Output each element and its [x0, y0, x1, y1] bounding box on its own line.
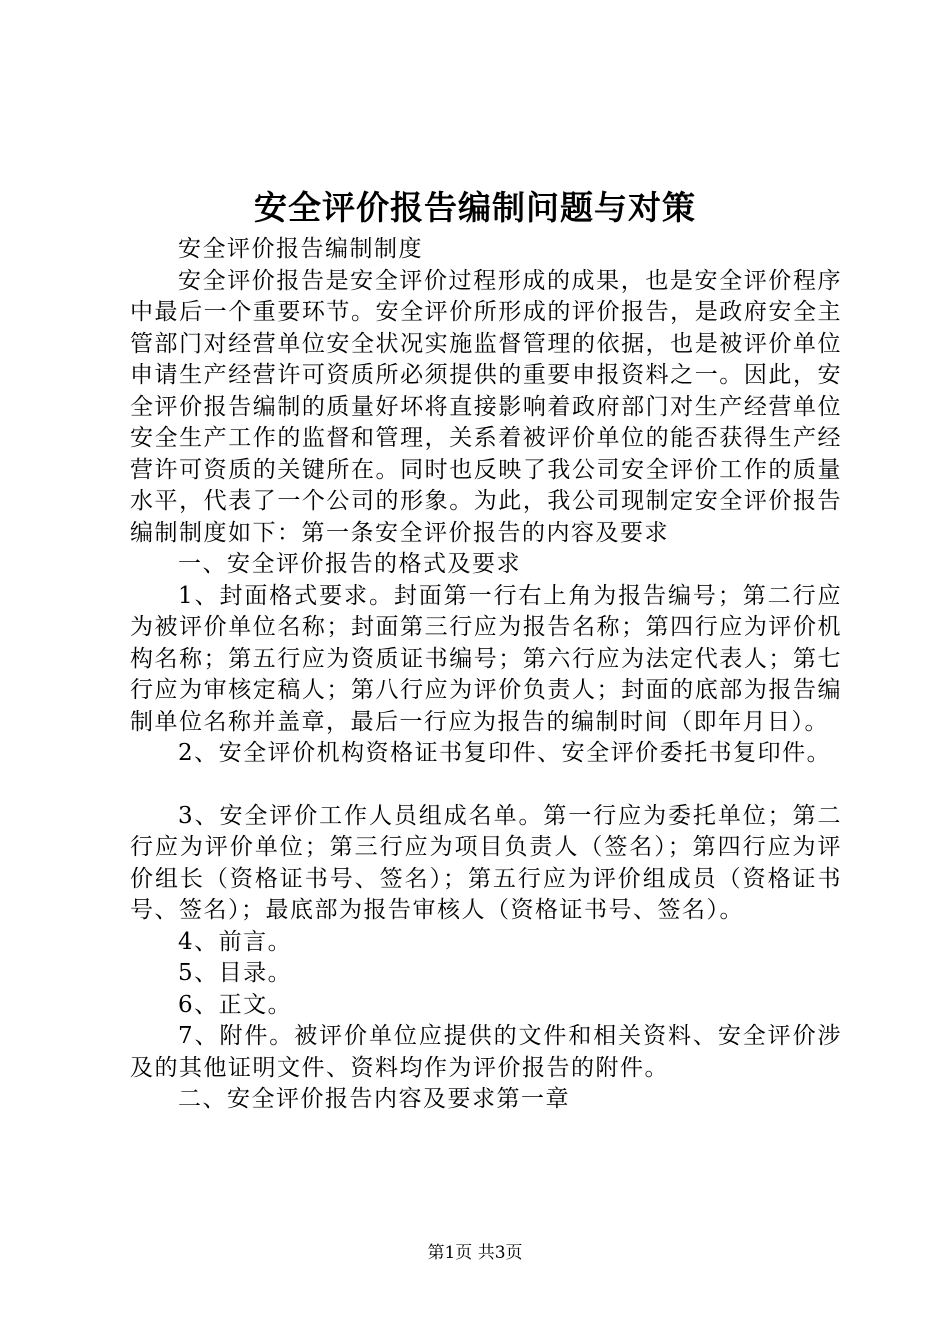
paragraph-item-7: 7、附件。被评价单位应提供的文件和相关资料、安全评价涉及的其他证明文件、资料均作为评价报告的附件。 [130, 1023, 842, 1081]
paragraph-subtitle: 安全评价报告编制制度 [178, 236, 423, 262]
paragraph-section-two-heading: 二、安全评价报告内容及要求第一章 [178, 1086, 570, 1112]
paragraph-item-1: 1、封面格式要求。封面第一行右上角为报告编号；第二行应为被评价单位名称；封面第三行应为报告名称；第四行应为评价机构名称；第五行应为资质证书编号；第六行应为法定代表人；第七行应为审核定稿人；第八行应为评价负责人；封面的底部为报告编制单位名称并盖章，最后一行应为报告的编制时间（即年月日）。 [130, 582, 842, 735]
paragraph-intro: 安全评价报告是安全评价过程形成的成果，也是安全评价程序中最后一个重要环节。安全评价所形成的评价报告，是政府安全主管部门对经营单位安全状况实施监督管理的依据，也是被评价单位申请生产经营许可资质所必须提供的重要申报资料之一。因此，安全评价报告编制的质量好坏将直接影响着政府部门对生产经营单位安全生产工作的监督和管理，关系着被评价单位的能否获得生产经营许可资质的关键所在。同时也反映了我公司安全评价工作的质量水平，代表了一个公司的形象。为此，我公司现制定安全评价报告编制制度如下：第一条安全评价报告的内容及要求 [130, 267, 842, 546]
paragraph-item-6: 6、正文。 [178, 991, 293, 1018]
paragraph-section-one-heading: 一、安全评价报告的格式及要求 [178, 551, 521, 577]
page-footer: 第1页 共3页 [427, 1243, 523, 1263]
paragraph-item-4: 4、前言。 [178, 928, 293, 955]
paragraph-item-3: 3、安全评价工作人员组成名单。第一行应为委托单位；第二行应为评价单位；第三行应为项目负责人（签名）；第四行应为评价组长（资格证书号、签名）；第五行应为评价组成员（资格证书号、签名）；最底部为报告审核人（资格证书号、签名）。 [130, 802, 842, 923]
document-body [130, 234, 842, 1116]
document-title: 安全评价报告编制问题与对策 [254, 188, 696, 227]
paragraph-item-5: 5、目录。 [178, 960, 293, 986]
paragraph-item-2: 2、安全评价机构资格证书复印件、安全评价委托书复印件。 [178, 740, 832, 766]
